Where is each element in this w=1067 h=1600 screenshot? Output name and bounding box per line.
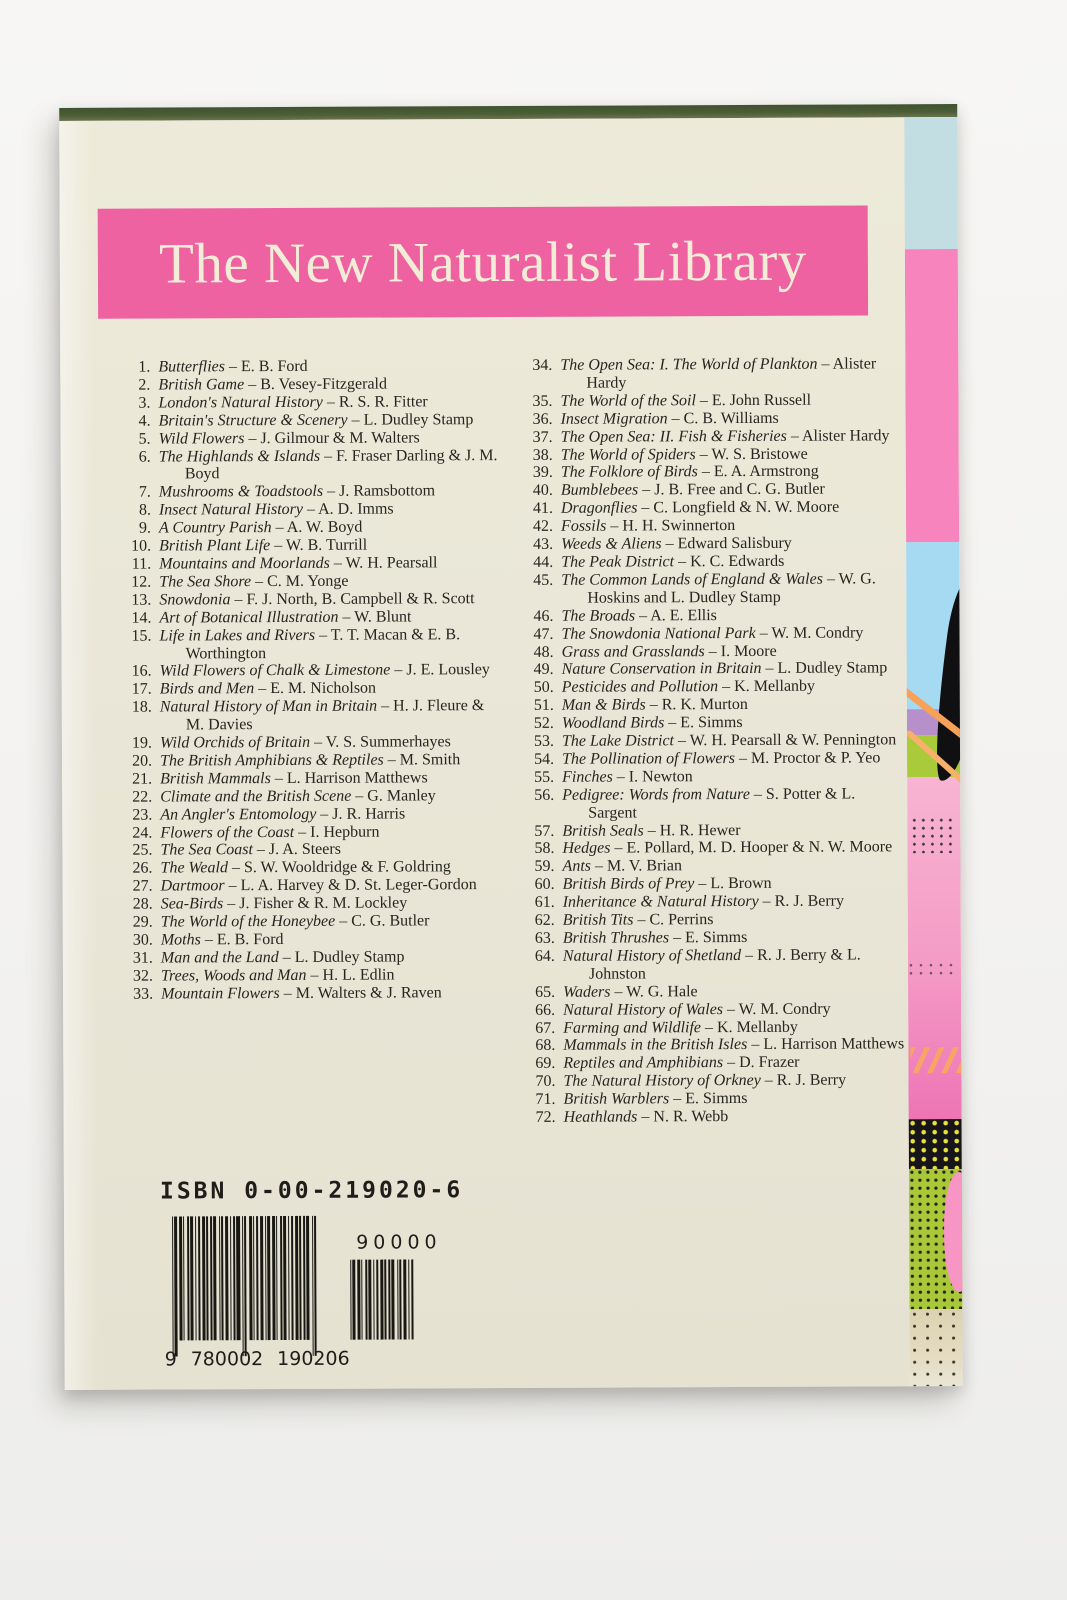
barcode-bar xyxy=(397,1259,399,1339)
list-item: 41. Dragonflies – C. Longfield & N. W. Moore xyxy=(532,498,840,518)
list-item: 37. The Open Sea: II. Fish & Fisheries – Alister Hardy xyxy=(532,426,890,446)
barcode-bar xyxy=(221,1216,224,1340)
list-item: 53. The Lake District – W. H. Pearsall & W. Pennington xyxy=(533,731,897,750)
list-item: 65. Waders – W. G. Hale xyxy=(535,982,698,1001)
barcode-bar xyxy=(267,1216,270,1340)
barcode-bar xyxy=(202,1216,206,1340)
barcode-bar xyxy=(225,1216,229,1340)
barcode-bar xyxy=(385,1260,387,1340)
spine-segment-black-check xyxy=(909,1119,962,1169)
spine-segment-blue-top xyxy=(904,117,958,249)
list-item: 40. Bumblebees – J. B. Free and C. G. Butler xyxy=(532,480,825,500)
ean-group2: 190206 xyxy=(277,1347,350,1371)
barcode-bar xyxy=(291,1216,294,1340)
barcode-bar xyxy=(306,1216,310,1340)
list-item: 13. Snowdonia – F. J. North, B. Campbell & R. Scott xyxy=(131,589,475,609)
book-back-cover xyxy=(59,104,963,1390)
barcode-bar xyxy=(368,1260,372,1340)
barcode-bar xyxy=(174,1216,177,1356)
barcode-bar xyxy=(380,1260,384,1340)
barcode-bar xyxy=(303,1216,306,1340)
list-item: 9. A Country Parish – A. W. Boyd xyxy=(139,518,363,537)
barcode-bar xyxy=(276,1216,278,1340)
list-item: 68. Mammals in the British Isles – L. Harrison Matthews xyxy=(535,1035,905,1055)
spine-orange-hatch xyxy=(910,1047,962,1073)
back-cover-surface xyxy=(59,117,910,1390)
barcode-bar xyxy=(256,1216,259,1340)
list-item: 63. British Thrushes – E. Simms xyxy=(534,928,748,947)
series-title: The New Naturalist Library xyxy=(158,229,807,296)
list-item: 59. Ants – M. V. Brian xyxy=(534,857,682,876)
list-item: 3. London's Natural History – R. S. R. Fitter xyxy=(138,393,428,412)
list-item: 12. The Sea Shore – C. M. Yonge xyxy=(131,572,349,591)
list-item: 31. Man and the Land – L. Dudley Stamp xyxy=(132,948,405,967)
ean-barcode xyxy=(172,1216,341,1357)
supplement-barcode xyxy=(350,1259,438,1339)
barcode-bar xyxy=(376,1260,379,1340)
barcode-bar xyxy=(373,1260,375,1340)
barcode-bar xyxy=(357,1260,361,1340)
list-item: 70. The Natural History of Orkney – R. J. Berry xyxy=(535,1071,847,1091)
barcode-bar xyxy=(198,1216,201,1340)
list-item: 8. Insect Natural History – A. D. Imms xyxy=(138,500,394,519)
ean-barcode-number xyxy=(165,1348,350,1371)
spine-segment-pink-top xyxy=(905,249,959,542)
list-item: 64. Natural History of Shetland – R. J. Berry & L. Johnston xyxy=(534,946,861,983)
list-item: 43. Weeds & Aliens – Edward Salisbury xyxy=(533,534,792,553)
list-item: 47. The Snowdonia National Park – W. M. Condry xyxy=(533,624,864,643)
barcode-bar xyxy=(213,1216,217,1340)
list-item: 23. An Angler's Entomology – J. R. Harris xyxy=(132,805,406,824)
series-title-banner xyxy=(98,205,868,318)
list-item: 51. Man & Birds – R. K. Murton xyxy=(533,696,748,715)
barcode-bar xyxy=(265,1216,267,1340)
barcode-bar xyxy=(295,1216,299,1340)
barcode-bar xyxy=(272,1216,276,1340)
barcode-bar xyxy=(249,1216,253,1340)
list-item: 71. British Warblers – E. Simms xyxy=(535,1090,748,1109)
list-item: 26. The Weald – S. W. Wooldridge & F. Goldring xyxy=(132,858,451,878)
barcode-bar xyxy=(403,1259,407,1339)
list-item: 35. The World of the Soil – E. John Russell xyxy=(532,391,812,410)
list-item: 17. Birds and Men – E. M. Nicholson xyxy=(131,679,377,698)
barcode-bar xyxy=(260,1216,264,1340)
list-item: 38. The World of Spiders – W. S. Bristowe xyxy=(532,445,808,464)
barcode-bar xyxy=(350,1260,352,1340)
barcode-bar xyxy=(190,1216,194,1340)
list-item: 15. Life in Lakes and Rivers – T. T. Macan & E. B. Worthington xyxy=(131,625,461,662)
jacket-spine-artwork xyxy=(904,117,963,1386)
barcode-bar xyxy=(253,1216,255,1340)
ean-group1: 780002 xyxy=(190,1348,264,1371)
list-item: 54. The Pollination of Flowers – M. Proctor & P. Yeo xyxy=(534,749,881,768)
list-item: 5. Wild Flowers – J. Gilmour & M. Walters xyxy=(138,429,420,448)
list-item: 11. Mountains and Moorlands – W. H. Pearsall xyxy=(131,554,438,573)
list-item: 67. Farming and Wildlife – K. Mellanby xyxy=(535,1018,798,1037)
list-item: 2. British Game – B. Vesey-Fitzgerald xyxy=(138,375,388,394)
list-item: 30. Moths – E. B. Ford xyxy=(132,930,284,949)
list-item: 42. Fossils – H. H. Swinnerton xyxy=(533,517,736,536)
barcode-bar xyxy=(233,1216,236,1340)
list-item: 20. The British Amphibians & Reptiles – M. Smith xyxy=(132,751,461,770)
list-item: 7. Mushrooms & Toadstools – J. Ramsbottom xyxy=(138,482,436,501)
list-item: 4. Britain's Structure & Scenery – L. Dudley Stamp xyxy=(138,410,474,430)
barcode-bar xyxy=(183,1216,185,1340)
barcode-bar xyxy=(280,1216,283,1340)
barcode-bar xyxy=(283,1216,287,1340)
list-item: 45. The Common Lands of England & Wales – W. G. Hoskins and L. Dudley Stamp xyxy=(533,570,876,607)
barcode-bar xyxy=(411,1259,414,1339)
barcode-bar xyxy=(299,1216,301,1340)
list-item: 28. Sea-Birds – J. Fisher & R. M. Lockley xyxy=(132,894,408,913)
barcode-bar xyxy=(206,1216,208,1340)
supplement-number: 90000 xyxy=(356,1231,442,1254)
list-item: 72. Heathlands – N. R. Webb xyxy=(535,1108,729,1126)
list-item: 14. Art of Botanical Illustration – W. Blunt xyxy=(131,608,412,627)
list-item: 27. Dartmoor – L. A. Harvey & D. St. Leger-Gordon xyxy=(132,876,477,895)
list-item: 32. Trees, Woods and Man – H. L. Edlin xyxy=(132,966,395,985)
list-item: 21. British Mammals – L. Harrison Matthews xyxy=(132,769,428,788)
list-item: 10. British Plant Life – W. B. Turrill xyxy=(131,536,368,555)
isbn-text: ISBN 0-00-219020-6 xyxy=(159,1177,464,1205)
book-list-left-column xyxy=(112,357,503,1129)
list-item: 1. Butterflies – E. B. Ford xyxy=(138,357,308,376)
spine-dot-speckle xyxy=(908,962,958,978)
series-book-list xyxy=(60,355,908,1129)
list-item: 61. Inheritance & Natural History – R. J. Berry xyxy=(534,892,845,912)
ean-first-digit: 9 xyxy=(164,1348,177,1371)
spine-segment-speckle-fade xyxy=(909,1309,962,1386)
list-item: 49. Nature Conservation in Britain – L. Dudley Stamp xyxy=(533,659,888,679)
list-item: 58. Hedges – E. Pollard, M. D. Hooper & N. W. Moore xyxy=(534,838,893,858)
barcode-bar xyxy=(195,1216,197,1340)
list-item: 6. The Highlands & Islands – F. Fraser Darling & J. M. Boyd xyxy=(138,446,498,483)
list-item: 57. British Seals – H. R. Hewer xyxy=(534,821,741,840)
barcode-bar xyxy=(288,1216,290,1340)
barcode-bar xyxy=(187,1216,190,1340)
list-item: 39. The Folklore of Birds – E. A. Armstrong xyxy=(532,463,819,482)
barcode-bar xyxy=(391,1260,395,1340)
list-item: 25. The Sea Coast – J. A. Steers xyxy=(132,841,341,860)
list-item: 16. Wild Flowers of Chalk & Limestone – J. E. Lousley xyxy=(131,661,490,681)
barcode-bar xyxy=(244,1216,247,1356)
list-item: 56. Pedigree: Words from Nature – S. Potter & L. Sargent xyxy=(534,785,856,822)
barcode-bar xyxy=(210,1216,213,1340)
list-item: 33. Mountain Flowers – M. Walters & J. Raven xyxy=(133,984,442,1003)
list-item: 55. Finches – I. Newton xyxy=(534,768,693,786)
barcode-bar xyxy=(365,1260,368,1340)
list-item: 62. British Tits – C. Perrins xyxy=(534,911,714,929)
barcode-bar xyxy=(353,1260,356,1340)
list-item: 18. Natural History of Man in Britain – H. J. Fleure & M. Davies xyxy=(131,697,485,734)
barcode-bar xyxy=(236,1216,240,1340)
list-item: 36. Insect Migration – C. B. Williams xyxy=(532,409,779,428)
list-item: 52. Woodland Birds – E. Simms xyxy=(533,714,743,733)
list-item: 60. British Birds of Prey – L. Brown xyxy=(534,875,772,894)
barcode-bar xyxy=(219,1216,221,1340)
list-item: 69. Reptiles and Amphibians – D. Frazer xyxy=(535,1054,800,1073)
barcode-bar xyxy=(399,1259,402,1339)
barcode-bar xyxy=(179,1216,183,1340)
list-item: 66. Natural History of Wales – W. M. Condry xyxy=(535,1000,831,1019)
list-item: 24. Flowers of the Coast – I. Hepburn xyxy=(132,823,380,842)
list-item: 50. Pesticides and Pollution – K. Mellanby xyxy=(533,677,816,697)
list-item: 29. The World of the Honeybee – C. G. Butler xyxy=(132,912,430,931)
barcode-bar xyxy=(314,1216,317,1356)
barcode-bar xyxy=(388,1260,391,1340)
list-item: 44. The Peak District – K. C. Edwards xyxy=(533,552,785,571)
list-item: 46. The Broads – A. E. Ellis xyxy=(533,606,717,625)
spine-dot-speckle xyxy=(911,817,957,853)
list-item: 19. Wild Orchids of Britain – V. S. Summerhayes xyxy=(131,733,451,752)
book-list-right-column xyxy=(514,355,905,1127)
list-item: 48. Grass and Grasslands – I. Moore xyxy=(533,642,777,661)
list-item: 34. The Open Sea: I. The World of Plankton – Alister Hardy xyxy=(532,355,877,392)
barcode-bar xyxy=(408,1259,410,1339)
barcode-bar xyxy=(361,1260,363,1340)
barcode-bar xyxy=(230,1216,232,1340)
list-item: 22. Climate and the British Scene – G. Manley xyxy=(132,787,436,806)
